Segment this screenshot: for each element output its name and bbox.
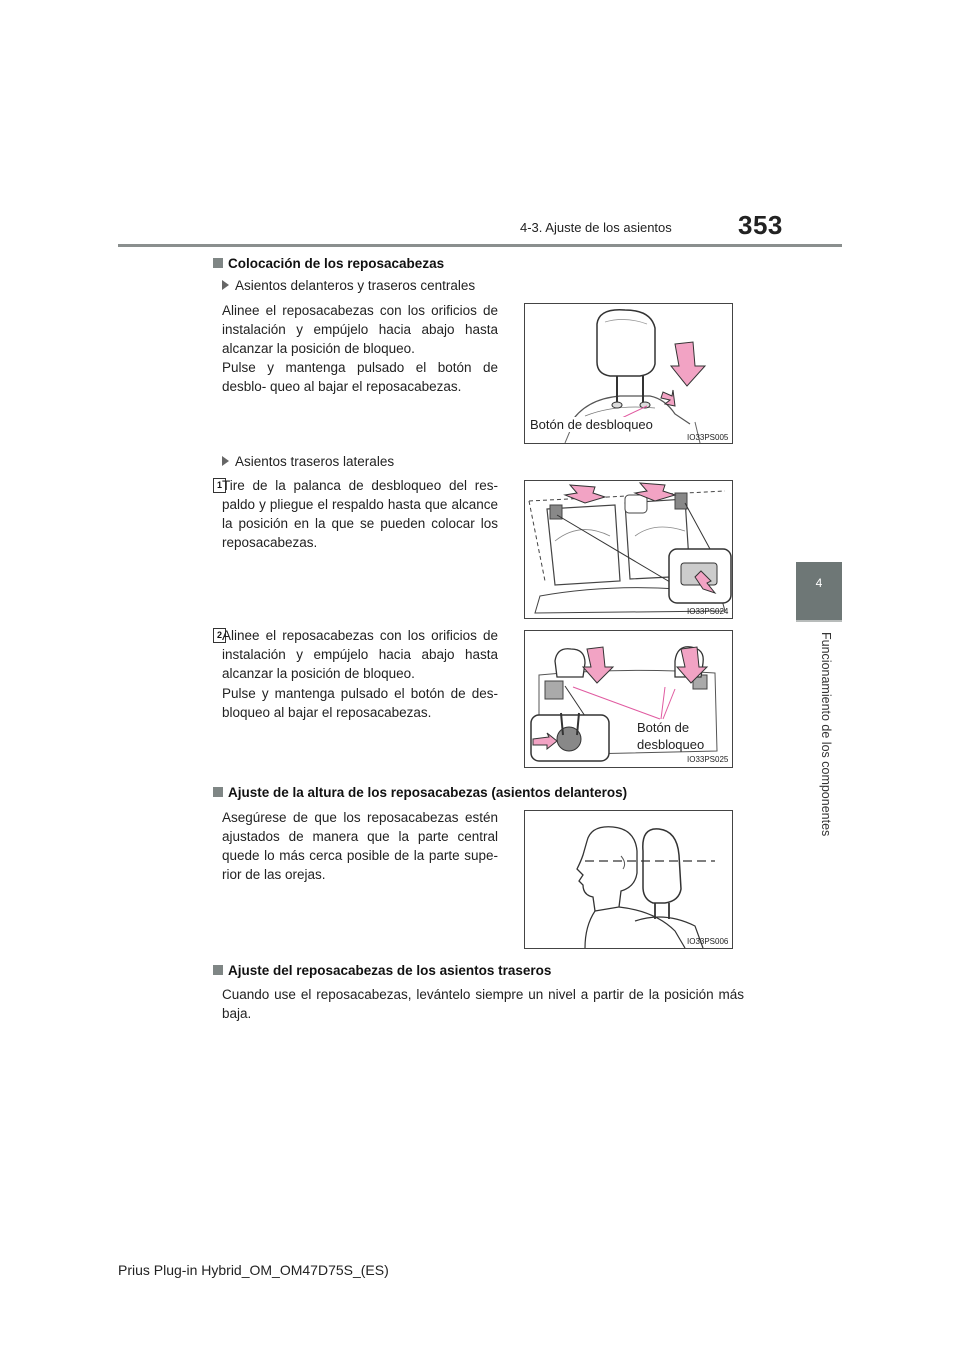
paragraph: Tire de la palanca de desbloqueo del res- paldo y pliegue el respaldo hasta que alcance la posición en la que se pueden colocar los reposacabezas. [222, 478, 498, 550]
figure-headrest-front [524, 303, 733, 444]
step-number: 1 [213, 478, 226, 493]
paragraph: Alinee el reposacabezas con los orificios de instalación y empújelo hacia abajo hasta alcanzar la posición de bloqueo. [222, 628, 498, 681]
square-bullet-icon [213, 258, 223, 268]
heading-text: Colocación de los reposacabezas [228, 256, 445, 271]
figure-code: IO33PS025 [687, 755, 729, 764]
head-position-illustration [525, 811, 732, 948]
section-heading [213, 785, 627, 800]
subheading-text: Asientos traseros laterales [235, 454, 395, 469]
subheading-text: Asientos delanteros y traseros centrales [235, 278, 476, 293]
figure-rear-headrest-install [524, 630, 733, 768]
chapter-tab [796, 562, 842, 620]
figure-code: IO33PS006 [687, 937, 729, 946]
section-heading [213, 256, 444, 271]
section-heading [213, 963, 551, 978]
step-number: 2 [213, 628, 226, 643]
triangle-bullet-icon [222, 456, 229, 466]
chapter-tab-rule [796, 620, 842, 622]
subheading [222, 454, 394, 469]
paragraph: Pulse y mantenga pulsado el botón de desblo- queo al bajar el reposacabezas. [222, 360, 498, 394]
triangle-bullet-icon [222, 280, 229, 290]
figure-headrest-height [524, 810, 733, 949]
subheading [222, 278, 475, 293]
paragraph: Cuando use el reposacabezas, levántelo siempre un nivel a partir de la posición más baja. [222, 987, 744, 1021]
release-button-label-line2: desbloqueo [637, 737, 705, 752]
square-bullet-icon [213, 965, 223, 975]
header-rule [118, 244, 842, 247]
paragraph: Asegúrese de que los reposacabezas estén ajustados de manera que la parte central quede lo más cerca posible de la parte supe- rior de las orejas. [222, 810, 498, 882]
figure-code: IO33PS024 [687, 607, 729, 616]
paragraph: Pulse y mantenga pulsado el botón de des- bloqueo al bajar el reposacabezas. [222, 686, 498, 720]
release-button-label: Botón de desbloqueo [530, 417, 653, 432]
rear-seat-illustration [525, 481, 732, 618]
release-button-label-line1: Botón de [637, 720, 690, 735]
section-title: 4-3. Ajuste de los asientos [520, 220, 672, 235]
chapter-label: Funcionamiento de los componentes [819, 632, 833, 837]
footer-model: Prius Plug-in Hybrid_OM_OM47D75S_(ES) [118, 1262, 389, 1278]
figure-rear-seat-fold [524, 480, 733, 619]
page-number: 353 [738, 210, 783, 240]
square-bullet-icon [213, 787, 223, 797]
heading-text: Ajuste de la altura de los reposacabezas (asientos delanteros) [228, 785, 628, 800]
chapter-number: 4 [815, 576, 823, 590]
heading-text: Ajuste del reposacabezas de los asientos traseros [228, 963, 552, 978]
figure-code: IO33PS005 [687, 433, 729, 442]
paragraph: Alinee el reposacabezas con los orificios de instalación y empújelo hacia abajo hasta alcanzar la posición de bloqueo. [222, 303, 498, 356]
